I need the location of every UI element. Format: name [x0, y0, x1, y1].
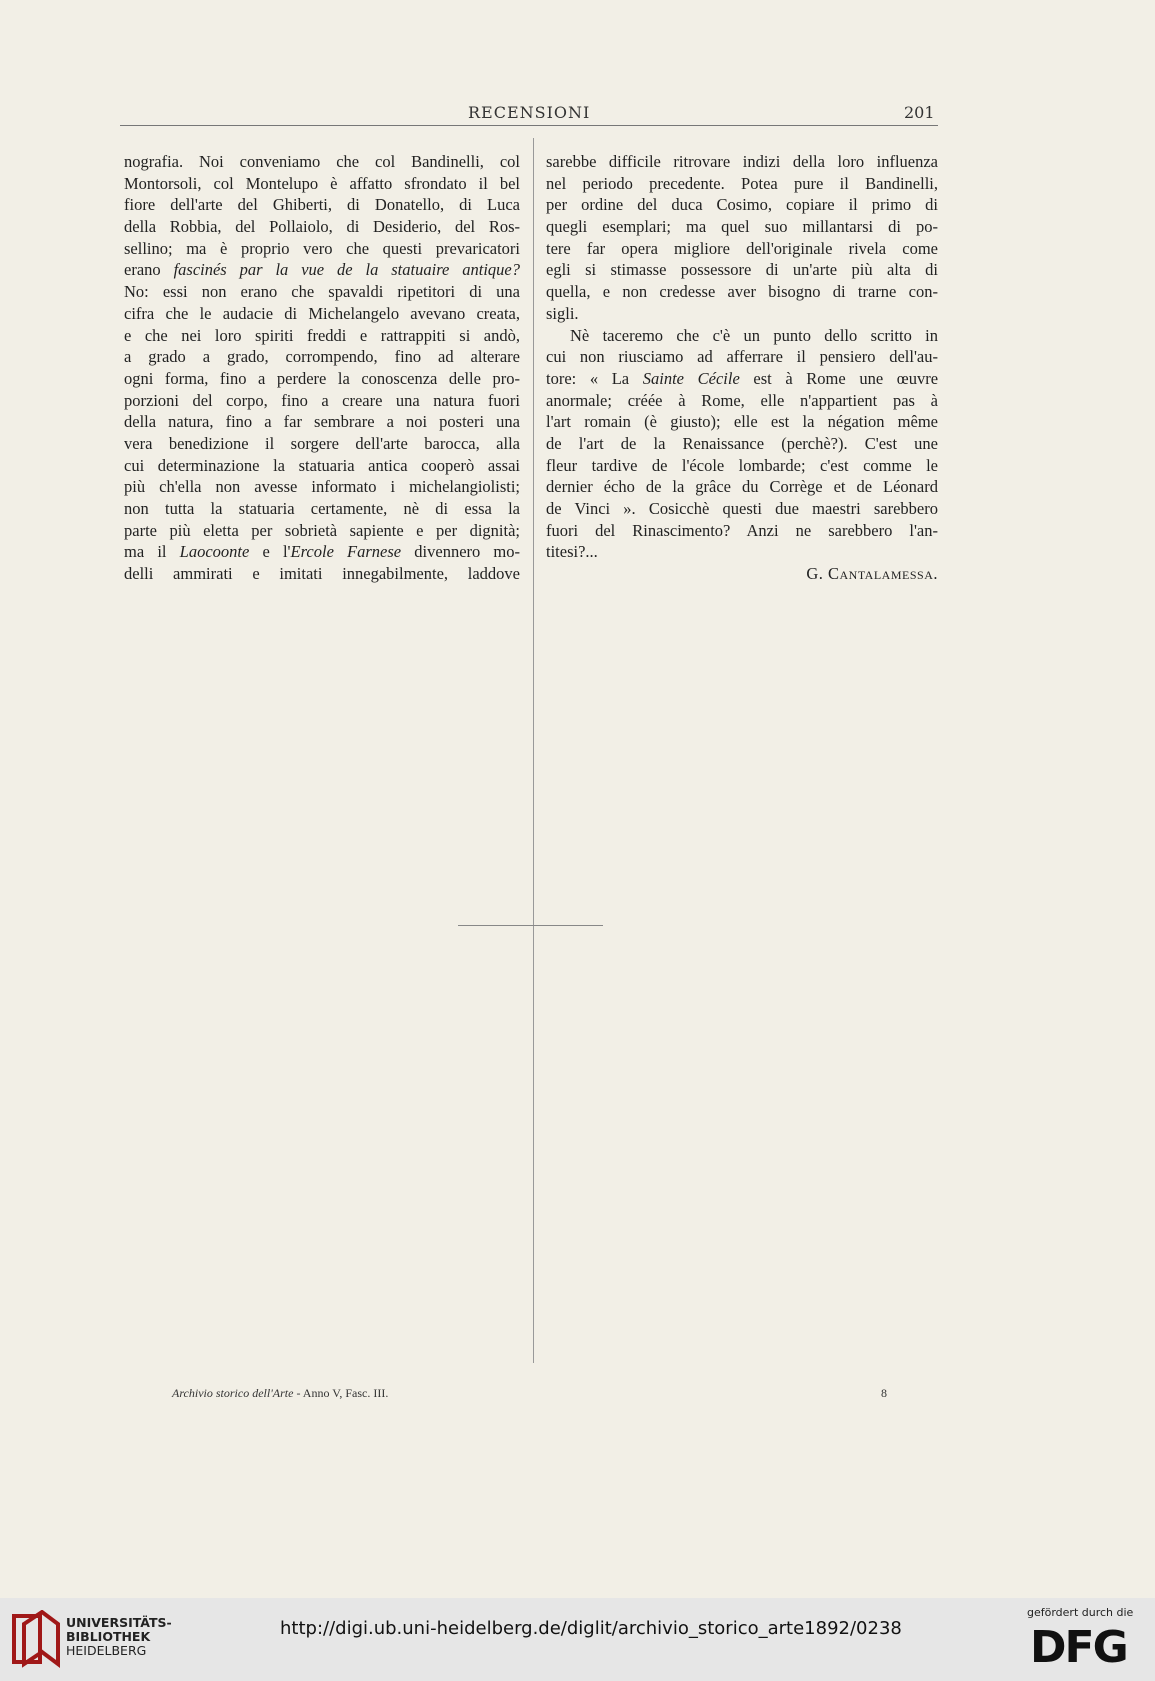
text-line: egli si stimasse possessore di un'arte più alta di — [546, 260, 938, 280]
text-line: fiore dell'arte del Ghiberti, di Donatello, di Luca — [124, 195, 520, 215]
text-line: più ch'ella non avesse informato i michelangiolisti; — [124, 477, 520, 497]
text-line: titesi?... — [546, 542, 598, 562]
library-name — [66, 1616, 172, 1658]
text-line: nografia. Noi conveniamo che col Bandinelli, col — [124, 152, 520, 171]
text-line: non tutta la statuaria certamente, nè di essa la — [124, 499, 520, 518]
header-rule — [120, 125, 938, 126]
text-run: est à Rome une œuvre — [739, 368, 938, 388]
right-text-column — [546, 151, 938, 585]
text-line: porzioni del corpo, fino a creare una natura fuori — [124, 390, 520, 410]
text-line: G. Cantalamessa. — [806, 564, 938, 584]
text-line: nel periodo precedente. Potea pure il Bandinelli, — [546, 173, 938, 193]
text-line: fleur tardive de l'école lombarde; c'est comme le — [546, 455, 938, 475]
text-line — [546, 368, 938, 390]
dfg-logo: DFG — [1030, 1622, 1127, 1673]
library-line-2: BIBLIOTHEK — [66, 1629, 151, 1644]
text-line: No: essi non erano che spavaldi ripetitori di una — [124, 282, 520, 302]
journal-issue: - Anno V, Fasc. III. — [296, 1386, 389, 1400]
library-line-1: UNIVERSITÄTS- — [66, 1615, 172, 1630]
text-line: sarebbe difficile ritrovare indizi della loro influenza — [546, 152, 938, 171]
text-line: cui non riusciamo ad afferrare il pensiero dell'au- — [546, 347, 938, 367]
text-run: divennero mo- — [401, 542, 520, 562]
footer-journal — [172, 1386, 388, 1401]
text-line: fuori del Rinascimento? Anzi ne sarebbero l'an- — [546, 520, 938, 540]
digitization-bar — [0, 1598, 1155, 1681]
column-divider — [533, 138, 534, 1363]
text-line — [124, 541, 520, 563]
text-line: a grado a grado, corrompendo, fino ad alterare — [124, 347, 520, 367]
left-text-column — [124, 151, 520, 585]
text-line: sellino; ma è proprio vero che questi prevaricatori — [124, 238, 520, 258]
bleed-through-text — [120, 600, 940, 1380]
italic-title: Sainte Cécile — [642, 368, 740, 388]
italic-title: Ercole Farnese — [290, 542, 402, 562]
text-run: erano — [124, 260, 174, 280]
text-line: Montorsoli, col Montelupo è affatto sfrondato il bel — [124, 173, 520, 193]
text-line: cifra che le audacie di Michelangelo avevano creata, — [124, 303, 520, 323]
text-line: cui determinazione la statuaria antica cooperò assai — [124, 455, 520, 475]
italic-title: Laocoonte — [179, 542, 250, 562]
text-line: anormale; créée à Rome, elle n'appartient pas à — [546, 390, 938, 410]
permalink[interactable]: http://digi.ub.uni-heidelberg.de/diglit/archivio_storico_arte1892/0238 — [280, 1618, 902, 1639]
text-line: Nè taceremo che c'è un punto dello scritto in — [570, 325, 938, 345]
text-line: della natura, fino a far sembrare a noi posteri una — [124, 412, 520, 432]
page-number: 201 — [904, 103, 935, 122]
text-line: ogni forma, fino a perdere la conoscenza delle pro- — [124, 368, 520, 388]
text-line: delli ammirati e imitati innegabilmente, laddove — [124, 564, 520, 584]
text-line: della Robbia, del Pollaiolo, di Desiderio, del Ros- — [124, 217, 520, 237]
library-line-3: HEIDELBERG — [66, 1643, 147, 1658]
text-run: ma il — [124, 542, 180, 562]
text-line: de l'art de la Renaissance (perchè?). C'est une — [546, 433, 938, 453]
section-rule — [458, 925, 603, 926]
signature-mark: 8 — [881, 1386, 887, 1400]
text-line: quella, e non credesse aver bisogno di trarne con- — [546, 282, 938, 302]
text-line: sigli. — [546, 303, 579, 323]
library-logo-icon — [12, 1610, 60, 1668]
text-line: dernier écho de la grâce du Corrège et de Léonard — [546, 477, 938, 497]
text-line — [124, 259, 520, 281]
text-line: per ordine del duca Cosimo, copiare il primo di — [546, 195, 938, 215]
text-line: vera benedizione il sorgere dell'arte barocca, alla — [124, 433, 520, 453]
text-line: tere far opera migliore dell'originale rivela come — [546, 238, 938, 258]
text-line: e che nei loro spiriti freddi e rattrappiti si andò, — [124, 325, 520, 345]
running-title: RECENSIONI — [468, 103, 591, 122]
text-line: parte più eletta per sobrietà sapiente e per dignità; — [124, 520, 520, 540]
funding-caption: gefördert durch die — [1027, 1606, 1134, 1619]
italic-title: fascinés par la vue de la statuaire antique? — [173, 260, 520, 280]
text-run: tore: « La — [546, 368, 643, 388]
journal-name: Archivio storico dell'Arte — [172, 1386, 294, 1400]
text-run: e l' — [249, 542, 291, 562]
text-line: de Vinci ». Cosicchè questi due maestri sarebbero — [546, 499, 938, 518]
text-line: quegli esemplari; ma quel suo millantarsi di po- — [546, 217, 938, 237]
text-line: l'art romain (è giusto); elle est la négation même — [546, 412, 938, 432]
